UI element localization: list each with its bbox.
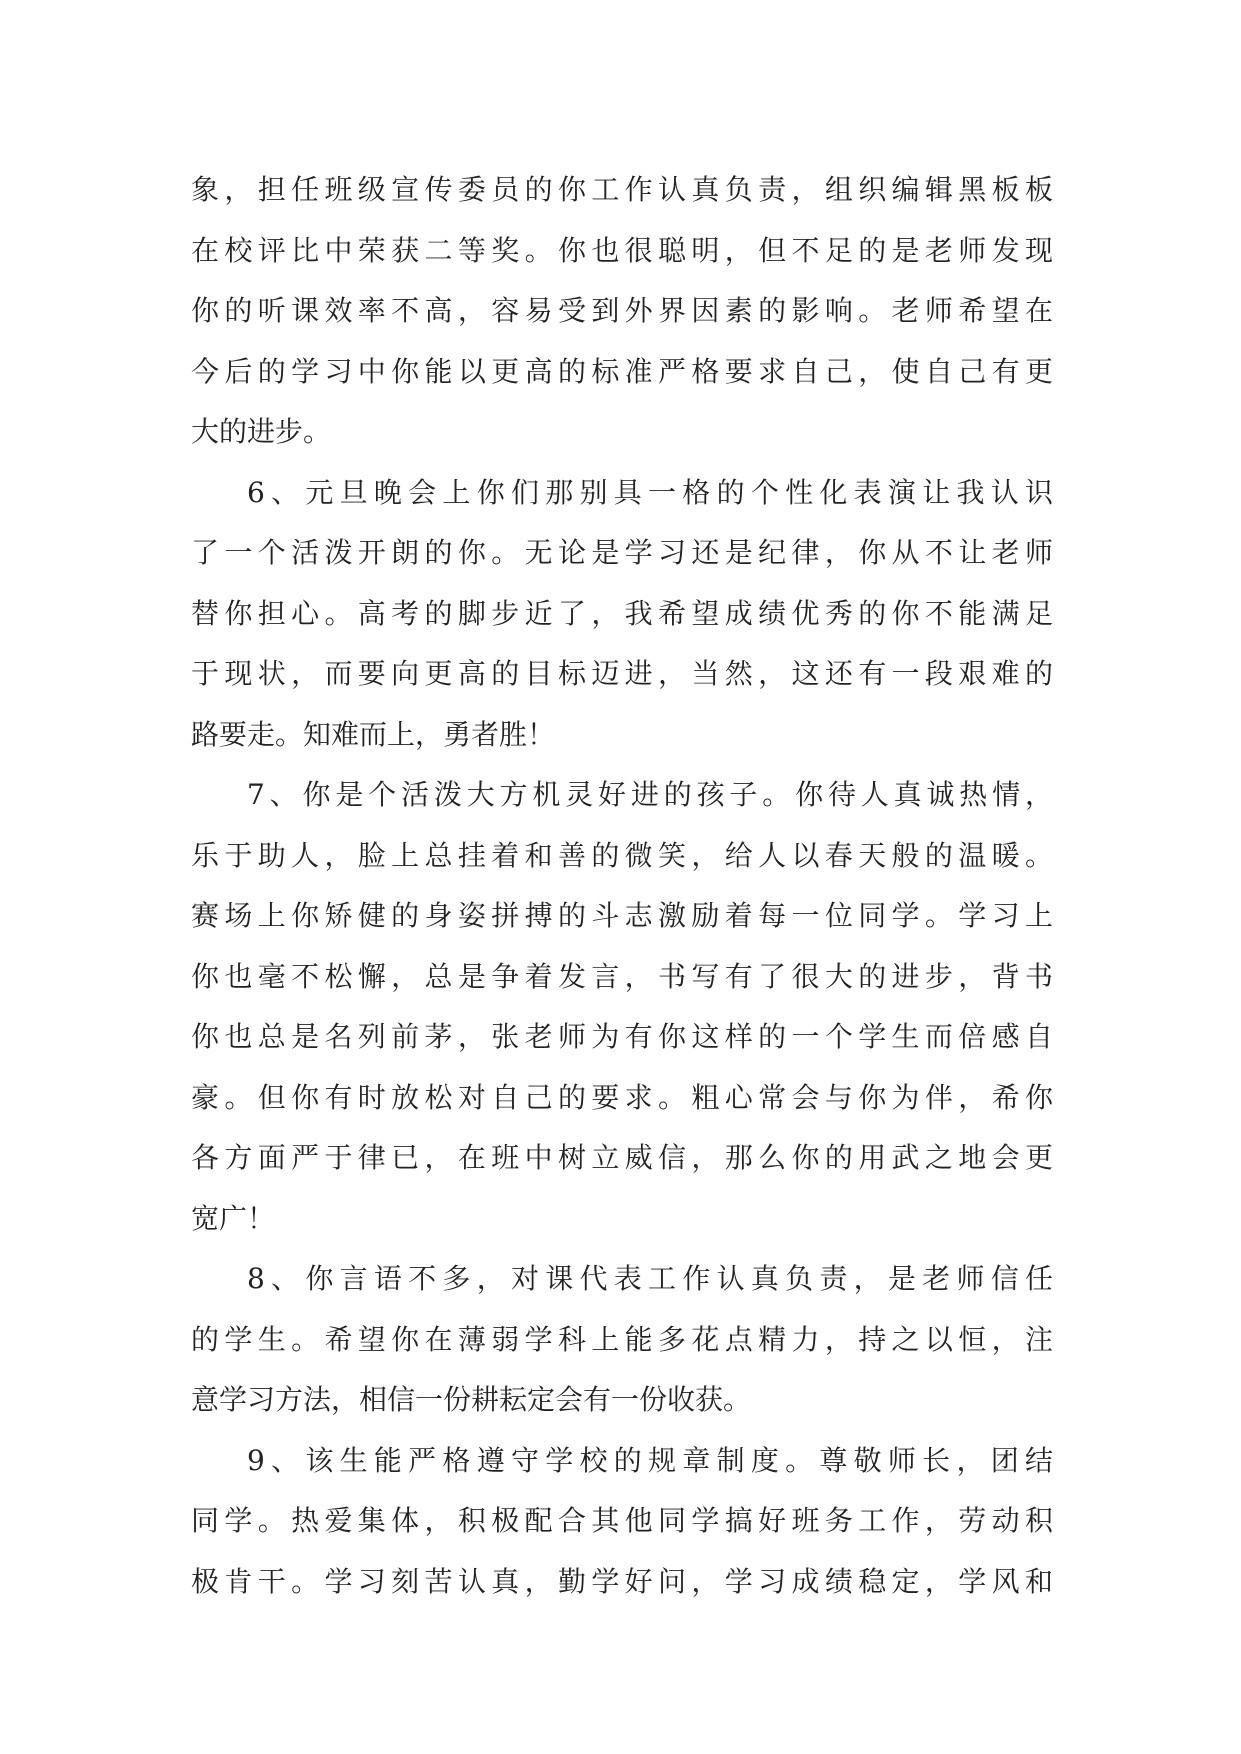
text-line: 在校评比中荣获二等奖。你也很聪明，但不足的是老师发现 — [191, 233, 1053, 267]
text-line: 今后的学习中你能以更高的标准严格要求自己，使自己有更 — [191, 354, 1053, 388]
text-line: 大的进步。 — [191, 415, 332, 448]
text-line: 于现状，而要向更高的目标迈进，当然，这还有一段艰难的 — [191, 657, 1053, 690]
text-line: 的学生。希望你在薄弱学科上能多花点精力，持之以恒，注 — [191, 1322, 1053, 1356]
text-line: 你的听课效率不高，容易受到外界因素的影响。老师希望在 — [191, 294, 1053, 327]
text-line: 6、元旦晚会上你们那别具一格的个性化表演让我认识 — [247, 475, 1053, 509]
text-line: 赛场上你矫健的身姿拼搏的斗志激励着每一位同学。学习上 — [191, 899, 1053, 932]
text-line: 象，担任班级宣传委员的你工作认真负责，组织编辑黑板板 — [191, 173, 1053, 206]
text-line: 8、你言语不多，对课代表工作认真负责，是老师信任 — [247, 1262, 1053, 1295]
text-line: 宽广！ — [191, 1201, 276, 1235]
text-line: 7、你是个活泼大方机灵好进的孩子。你待人真诚热情， — [247, 778, 1053, 811]
text-line: 路要走。知难而上，勇者胜！ — [191, 717, 556, 751]
body-text — [191, 160, 1053, 1612]
text-line: 了一个活泼开朗的你。无论是学习还是纪律，你从不让老师 — [191, 536, 1053, 569]
text-line: 乐于助人，脸上总挂着和善的微笑，给人以春天般的温暖。 — [191, 838, 1053, 872]
text-line: 你也毫不松懈，总是争着发言，书写有了很大的进步，背书 — [191, 959, 1053, 993]
text-line: 极肯干。学习刻苦认真，勤学好问，学习成绩稳定，学风和 — [191, 1564, 1053, 1598]
text-line: 各方面严于律已，在班中树立威信，那么你的用武之地会更 — [191, 1141, 1053, 1174]
text-line: 豪。但你有时放松对自己的要求。粗心常会与你为伴，希你 — [191, 1080, 1053, 1114]
text-line: 替你担心。高考的脚步近了，我希望成绩优秀的你不能满足 — [191, 596, 1053, 630]
text-line: 9、该生能严格遵守学校的规章制度。尊敬师长，团结 — [247, 1443, 1053, 1477]
text-line: 意学习方法，相信一份耕耘定会有一份收获。 — [191, 1383, 752, 1416]
text-line: 同学。热爱集体，积极配合其他同学搞好班务工作，劳动积 — [191, 1504, 1053, 1537]
text-line: 你也总是名列前茅，张老师为有你这样的一个学生而倍感自 — [191, 1020, 1053, 1053]
